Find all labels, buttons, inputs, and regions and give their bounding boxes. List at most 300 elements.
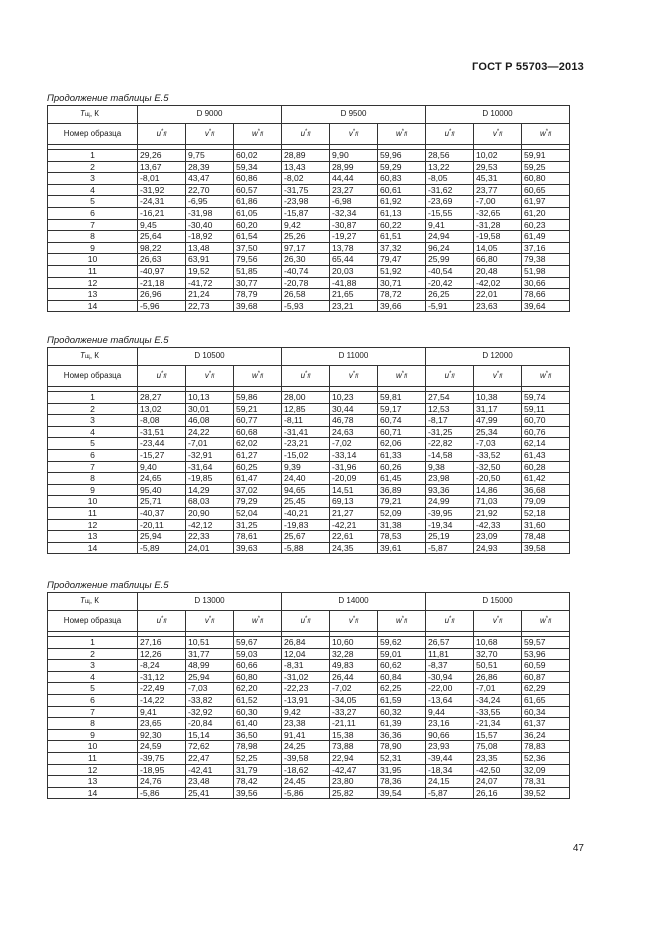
table-row (48, 507, 570, 519)
table-row (48, 752, 570, 764)
table-row (48, 403, 570, 415)
table-cell: -5,91 (426, 300, 474, 312)
sample-number: 11 (48, 265, 138, 277)
table-cell: 20,03 (330, 265, 378, 277)
table-cell: -22,23 (282, 683, 330, 695)
column-header-u: u*fl (426, 366, 474, 387)
table-cell: 65,44 (330, 254, 378, 266)
column-header-v: v*fl (186, 366, 234, 387)
table-cell: 78,48 (522, 531, 570, 543)
table-cell: 60,59 (522, 660, 570, 672)
table-cell: 30,01 (186, 403, 234, 415)
group-header: D 15000 (426, 593, 570, 611)
table-cell: 52,36 (522, 752, 570, 764)
table-row (48, 519, 570, 531)
table-cell: 78,98 (234, 741, 282, 753)
table-cell: 75,08 (474, 741, 522, 753)
table-cell: 61,86 (234, 196, 282, 208)
sample-number: 12 (48, 277, 138, 289)
group-header: D 10000 (426, 106, 570, 124)
table-cell: 25,67 (282, 531, 330, 543)
table-row (48, 741, 570, 753)
table-cell: 60,74 (378, 415, 426, 427)
column-header-v: v*fl (186, 124, 234, 145)
table-row (48, 531, 570, 543)
table-cell: 13,67 (138, 161, 186, 173)
table-cell: 31,25 (234, 519, 282, 531)
table-cell: -34,24 (474, 694, 522, 706)
table-cell: 9,39 (282, 461, 330, 473)
table-cell: -8,05 (426, 173, 474, 185)
table-cell: 78,36 (378, 776, 426, 788)
table-cell: 23,63 (474, 300, 522, 312)
table-cell: 61,45 (378, 473, 426, 485)
table-row (48, 277, 570, 289)
table-cell: 59,74 (522, 392, 570, 404)
table-cell: -41,72 (186, 277, 234, 289)
table-cell: -40,37 (138, 507, 186, 519)
group-header: D 13000 (138, 593, 282, 611)
table-cell: 60,26 (378, 461, 426, 473)
sample-number: 7 (48, 706, 138, 718)
sample-number: 13 (48, 776, 138, 788)
table-cell: -5,87 (426, 787, 474, 799)
sample-number: 3 (48, 173, 138, 185)
sample-number: 1 (48, 637, 138, 649)
table-cell: -23,98 (282, 196, 330, 208)
table-cell: 52,09 (378, 507, 426, 519)
table-cell: 60,28 (522, 461, 570, 473)
table-cell: 24,99 (426, 496, 474, 508)
sample-number: 4 (48, 184, 138, 196)
table-cell: -33,52 (474, 449, 522, 461)
sample-number: 12 (48, 764, 138, 776)
table-cell: -18,62 (282, 764, 330, 776)
table-cell: 23,35 (474, 752, 522, 764)
table-cell: -21,18 (138, 277, 186, 289)
sample-number: 1 (48, 392, 138, 404)
table-cell: 24,93 (474, 542, 522, 554)
table-cell: -5,86 (282, 787, 330, 799)
column-header-u: u*fl (426, 124, 474, 145)
sample-number-header: Номер образца (48, 611, 138, 632)
table-cell: -42,33 (474, 519, 522, 531)
table-cell: 23,98 (426, 473, 474, 485)
table-cell: -32,91 (186, 449, 234, 461)
sample-number: 13 (48, 289, 138, 301)
sample-number: 14 (48, 542, 138, 554)
column-header-u: u*fl (282, 366, 330, 387)
table-cell: -32,65 (474, 207, 522, 219)
table-cell: -39,95 (426, 507, 474, 519)
sample-number: 9 (48, 484, 138, 496)
table-row (48, 496, 570, 508)
table-cell: 79,56 (234, 254, 282, 266)
table-cell: 39,68 (234, 300, 282, 312)
table-cell: -34,05 (330, 694, 378, 706)
table-cell: 61,59 (378, 694, 426, 706)
table-cell: -18,34 (426, 764, 474, 776)
table-row (48, 161, 570, 173)
table-cell: 60,22 (378, 219, 426, 231)
table-cell: -33,14 (330, 449, 378, 461)
table-cell: 37,32 (378, 242, 426, 254)
table-cell: 10,13 (186, 392, 234, 404)
table-cell: 30,44 (330, 403, 378, 415)
table-cell: 62,06 (378, 438, 426, 450)
standard-code: ГОСТ Р 55703—2013 (472, 61, 584, 73)
sample-number: 7 (48, 461, 138, 473)
table-cell: 61,52 (234, 694, 282, 706)
table-cell: 36,50 (234, 729, 282, 741)
table-cell: 62,02 (234, 438, 282, 450)
table-cell: -31,41 (282, 426, 330, 438)
table-cell: 23,65 (138, 718, 186, 730)
table-cell: 62,25 (378, 683, 426, 695)
table-cell: 23,48 (186, 776, 234, 788)
table-cell: -24,31 (138, 196, 186, 208)
table-cell: 26,63 (138, 254, 186, 266)
table-cell: -21,11 (330, 718, 378, 730)
sample-number: 12 (48, 519, 138, 531)
table-cell: -8,17 (426, 415, 474, 427)
table-cell: 73,88 (330, 741, 378, 753)
table-cell: 11,81 (426, 648, 474, 660)
table-cell: 24,01 (186, 542, 234, 554)
table-cell: 49,83 (330, 660, 378, 672)
table-cell: 52,04 (234, 507, 282, 519)
table-cell: -6,98 (330, 196, 378, 208)
column-header-w: w*fl (378, 124, 426, 145)
table-cell: 60,30 (234, 706, 282, 718)
table-cell: -8,31 (282, 660, 330, 672)
table-cell: 23,21 (330, 300, 378, 312)
table-cell: 61,27 (234, 449, 282, 461)
table-cell: -31,62 (426, 184, 474, 196)
table-row (48, 671, 570, 683)
table-cell: 23,16 (426, 718, 474, 730)
table-row (48, 461, 570, 473)
sample-number: 14 (48, 300, 138, 312)
table-cell: 78,79 (234, 289, 282, 301)
table-row (48, 392, 570, 404)
table-cell: -31,96 (330, 461, 378, 473)
table-cell: 61,47 (234, 473, 282, 485)
table-cell: 60,80 (522, 173, 570, 185)
table-cell: 36,68 (522, 484, 570, 496)
table-cell: 24,45 (282, 776, 330, 788)
table-row (48, 449, 570, 461)
table-row (48, 184, 570, 196)
table-cell: 39,54 (378, 787, 426, 799)
table-cell: -23,69 (426, 196, 474, 208)
table-cell: -23,44 (138, 438, 186, 450)
table-cell: 46,78 (330, 415, 378, 427)
column-header-v: v*fl (330, 366, 378, 387)
table-cell: 26,84 (282, 637, 330, 649)
sample-number: 9 (48, 729, 138, 741)
table-cell: -7,01 (186, 438, 234, 450)
table-cell: -15,55 (426, 207, 474, 219)
table-cell: 60,61 (378, 184, 426, 196)
table-cell: 32,28 (330, 648, 378, 660)
sample-number: 10 (48, 496, 138, 508)
table-cell: 25,94 (186, 671, 234, 683)
table-cell: 24,15 (426, 776, 474, 788)
column-header-w: w*fl (522, 124, 570, 145)
column-header-w: w*fl (522, 611, 570, 632)
table-cell: 23,09 (474, 531, 522, 543)
column-header-w: w*fl (522, 366, 570, 387)
table-cell: -41,88 (330, 277, 378, 289)
table-cell: -42,47 (330, 764, 378, 776)
column-header-w: w*fl (378, 611, 426, 632)
table-cell: 10,23 (330, 392, 378, 404)
table-cell: 60,57 (234, 184, 282, 196)
table-cell: -14,58 (426, 449, 474, 461)
table-cell: 97,17 (282, 242, 330, 254)
table-cell: 26,86 (474, 671, 522, 683)
table-cell: 61,20 (522, 207, 570, 219)
sample-number: 1 (48, 150, 138, 162)
table-cell: -20,50 (474, 473, 522, 485)
table-cell: 12,85 (282, 403, 330, 415)
table-cell: 23,80 (330, 776, 378, 788)
table-cell: -5,96 (138, 300, 186, 312)
table-cell: -40,97 (138, 265, 186, 277)
table-row (48, 254, 570, 266)
table-cell: 27,54 (426, 392, 474, 404)
table-cell: -32,34 (330, 207, 378, 219)
table-cell: 51,85 (234, 265, 282, 277)
table-cell: 19,52 (186, 265, 234, 277)
column-header-u: u*fl (282, 611, 330, 632)
table-cell: 13,43 (282, 161, 330, 173)
table-cell: 9,38 (426, 461, 474, 473)
page-number: 47 (572, 843, 584, 854)
table-cell: 20,90 (186, 507, 234, 519)
table-cell: -8,24 (138, 660, 186, 672)
table-cell: -39,75 (138, 752, 186, 764)
table-row (48, 300, 570, 312)
table-cell: 60,65 (522, 184, 570, 196)
table-cell: 24,65 (138, 473, 186, 485)
table-cell: 44,44 (330, 173, 378, 185)
table-row (48, 150, 570, 162)
table-cell: 25,34 (474, 426, 522, 438)
table-row (48, 207, 570, 219)
table-cell: -39,44 (426, 752, 474, 764)
table-row (48, 289, 570, 301)
sample-number: 14 (48, 787, 138, 799)
table-cell: 50,51 (474, 660, 522, 672)
table-cell: 24,25 (282, 741, 330, 753)
table-row (48, 196, 570, 208)
table-row (48, 542, 570, 554)
table-cell: -20,78 (282, 277, 330, 289)
sample-number: 8 (48, 718, 138, 730)
table-cell: 13,78 (330, 242, 378, 254)
table-cell: 59,11 (522, 403, 570, 415)
table-cell: 37,16 (522, 242, 570, 254)
table-cell: -7,01 (474, 683, 522, 695)
table-cell: 92,30 (138, 729, 186, 741)
table-cell: 15,57 (474, 729, 522, 741)
table-cell: 23,93 (426, 741, 474, 753)
sample-number: 13 (48, 531, 138, 543)
table-cell: 39,66 (378, 300, 426, 312)
table-cell: 24,40 (282, 473, 330, 485)
table-cell: 59,21 (234, 403, 282, 415)
table-cell: 46,08 (186, 415, 234, 427)
table-cell: 61,42 (522, 473, 570, 485)
table-cell: -42,50 (474, 764, 522, 776)
table-cell: 31,38 (378, 519, 426, 531)
table-cell: 22,94 (330, 752, 378, 764)
temperature-label: Tщ, К (48, 593, 138, 611)
table-cell: -13,91 (282, 694, 330, 706)
table-cell: -20,11 (138, 519, 186, 531)
table-cell: 29,53 (474, 161, 522, 173)
table-cell: 61,37 (522, 718, 570, 730)
table-cell: 27,16 (138, 637, 186, 649)
table-row (48, 426, 570, 438)
table-cell: 13,22 (426, 161, 474, 173)
table-cell: 36,89 (378, 484, 426, 496)
table-cell: 61,49 (522, 231, 570, 243)
table-cell: -32,50 (474, 461, 522, 473)
table-cell: 28,00 (282, 392, 330, 404)
table-cell: 60,68 (234, 426, 282, 438)
table-cell: -33,82 (186, 694, 234, 706)
table-cell: 60,77 (234, 415, 282, 427)
table-row (48, 776, 570, 788)
table-cell: 62,29 (522, 683, 570, 695)
column-header-v: v*fl (330, 124, 378, 145)
table-cell: 10,60 (330, 637, 378, 649)
table-cell: 9,75 (186, 150, 234, 162)
table-cell: 59,57 (522, 637, 570, 649)
data-table (47, 347, 570, 554)
sample-number: 2 (48, 161, 138, 173)
table-cell: 15,14 (186, 729, 234, 741)
table-cell: 59,03 (234, 648, 282, 660)
table-cell: 22,70 (186, 184, 234, 196)
table-cell: 61,51 (378, 231, 426, 243)
table-caption: Продолжение таблицы Е.5 (47, 580, 169, 591)
column-header-w: w*fl (234, 124, 282, 145)
table-cell: -23,21 (282, 438, 330, 450)
table-cell: 60,71 (378, 426, 426, 438)
table-cell: 23,77 (474, 184, 522, 196)
table-cell: -30,94 (426, 671, 474, 683)
table-cell: 22,73 (186, 300, 234, 312)
table-cell: 60,80 (234, 671, 282, 683)
table-cell: 91,41 (282, 729, 330, 741)
table-cell: 59,34 (234, 161, 282, 173)
column-header-v: v*fl (474, 366, 522, 387)
table-cell: 21,65 (330, 289, 378, 301)
table-cell: -15,02 (282, 449, 330, 461)
table-cell: 59,86 (234, 392, 282, 404)
table-cell: 24,07 (474, 776, 522, 788)
table-cell: 60,23 (522, 219, 570, 231)
table-cell: 60,25 (234, 461, 282, 473)
table-cell: 28,99 (330, 161, 378, 173)
table-cell: -15,27 (138, 449, 186, 461)
table-row (48, 683, 570, 695)
sample-number: 6 (48, 449, 138, 461)
table-cell: 62,14 (522, 438, 570, 450)
table-cell: -30,40 (186, 219, 234, 231)
group-header: D 11000 (282, 348, 426, 366)
table-block (47, 580, 569, 799)
table-cell: 39,63 (234, 542, 282, 554)
table-cell: 10,38 (474, 392, 522, 404)
table-cell: 12,26 (138, 648, 186, 660)
sample-number: 11 (48, 752, 138, 764)
table-cell: 22,47 (186, 752, 234, 764)
table-block (47, 335, 569, 554)
table-cell: 90,66 (426, 729, 474, 741)
table-cell: 37,02 (234, 484, 282, 496)
table-cell: 14,29 (186, 484, 234, 496)
table-cell: 59,67 (234, 637, 282, 649)
table-cell: 96,24 (426, 242, 474, 254)
table-cell: 25,26 (282, 231, 330, 243)
table-cell: -31,64 (186, 461, 234, 473)
table-cell: 78,90 (378, 741, 426, 753)
sample-number-header: Номер образца (48, 124, 138, 145)
table-row (48, 438, 570, 450)
column-header-v: v*fl (474, 611, 522, 632)
table-cell: 26,58 (282, 289, 330, 301)
table-cell: 14,05 (474, 242, 522, 254)
table-cell: 78,61 (234, 531, 282, 543)
table-cell: 78,66 (522, 289, 570, 301)
table-cell: 95,40 (138, 484, 186, 496)
table-cell: -5,86 (138, 787, 186, 799)
table-cell: 30,71 (378, 277, 426, 289)
table-cell: 25,64 (138, 231, 186, 243)
table-cell: 25,19 (426, 531, 474, 543)
table-cell: 68,03 (186, 496, 234, 508)
table-cell: 59,17 (378, 403, 426, 415)
table-block (47, 93, 569, 312)
table-cell: 32,09 (522, 764, 570, 776)
table-caption: Продолжение таблицы Е.5 (47, 335, 169, 346)
table-cell: 61,33 (378, 449, 426, 461)
table-cell: 94,65 (282, 484, 330, 496)
table-cell: 59,81 (378, 392, 426, 404)
table-cell: 59,62 (378, 637, 426, 649)
table-cell: -30,87 (330, 219, 378, 231)
table-cell: -22,00 (426, 683, 474, 695)
table-cell: 9,45 (138, 219, 186, 231)
table-cell: -7,02 (330, 683, 378, 695)
table-cell: -19,34 (426, 519, 474, 531)
table-cell: 60,02 (234, 150, 282, 162)
table-cell: -42,02 (474, 277, 522, 289)
table-cell: -20,84 (186, 718, 234, 730)
table-row (48, 484, 570, 496)
table-cell: 52,25 (234, 752, 282, 764)
table-cell: -19,27 (330, 231, 378, 243)
table-cell: -19,83 (282, 519, 330, 531)
table-cell: -8,08 (138, 415, 186, 427)
column-header-v: v*fl (474, 124, 522, 145)
table-cell: 32,70 (474, 648, 522, 660)
